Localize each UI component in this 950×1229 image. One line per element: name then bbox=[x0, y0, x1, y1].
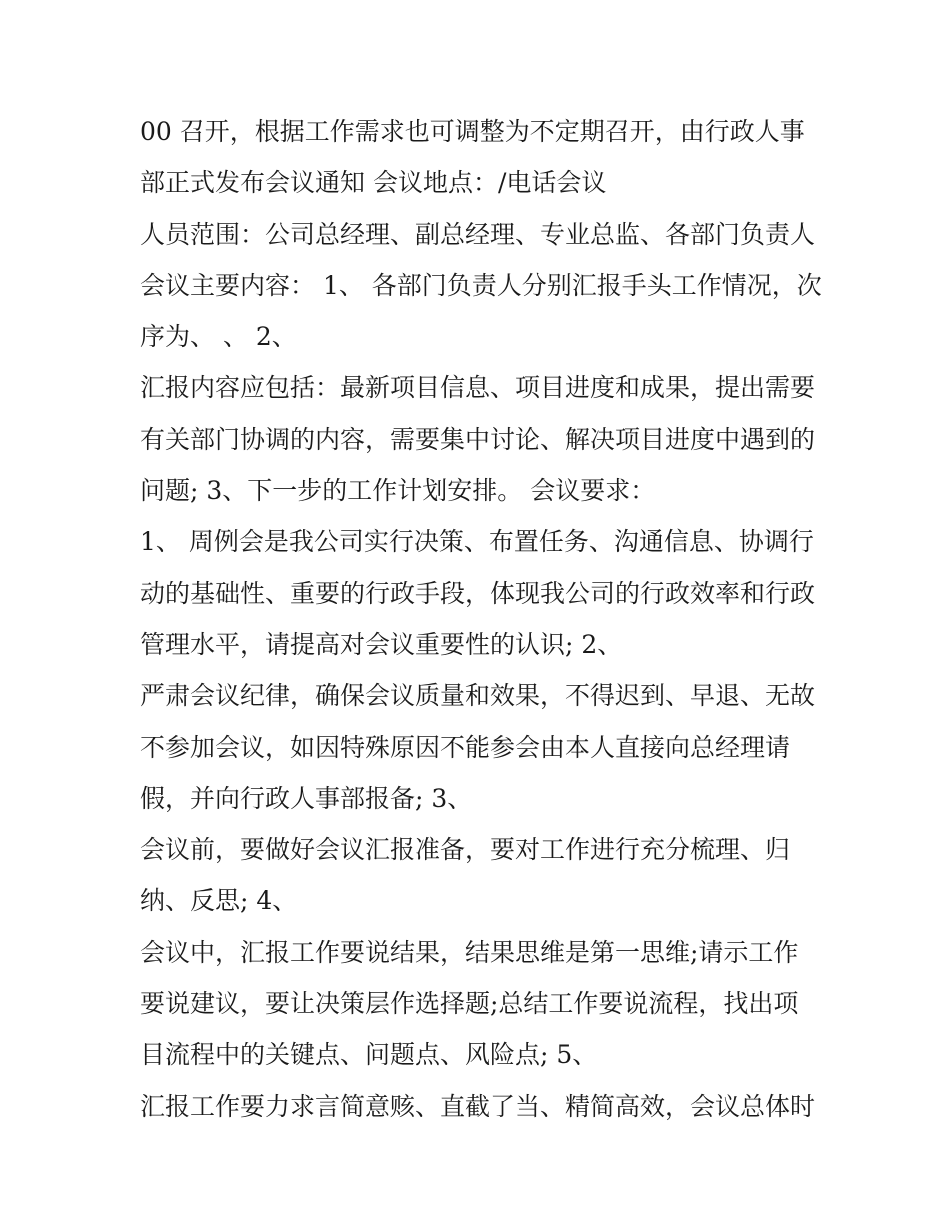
text-line: 有关部门协调的内容，需要集中讨论、解决项目进度中遇到的 bbox=[140, 424, 816, 454]
text-line: 要说建议，要让决策层作选择题;总结工作要说流程，找出项 bbox=[140, 989, 799, 1019]
text-line: 严肃会议纪律，确保会议质量和效果，不得迟到、早退、无故 bbox=[140, 681, 816, 711]
text-line: 汇报工作要力求言简意赅、直截了当、精简高效，会议总体时 bbox=[140, 1091, 816, 1121]
text-line: 会议主要内容： 1、 各部门负责人分别汇报手头工作情况，次 bbox=[140, 270, 822, 300]
text-line: 纳、反思; 4、 bbox=[140, 886, 298, 916]
text-line: 1、 周例会是我公司实行决策、布置任务、沟通信息、协调行 bbox=[140, 527, 814, 557]
text-line: 00 召开，根据工作需求也可调整为不定期召开，由行政人事 bbox=[140, 117, 805, 146]
text-line: 动的基础性、重要的行政手段，体现我公司的行政效率和行政 bbox=[140, 578, 816, 608]
text-line: 部正式发布会议通知 会议地点：/电话会议 bbox=[140, 168, 607, 198]
text-line: 问题; 3、下一步的工作计划安排。 会议要求： bbox=[140, 476, 656, 506]
text-line: 汇报内容应包括：最新项目信息、项目进度和成果，提出需要 bbox=[140, 373, 816, 403]
text-line: 会议前，要做好会议汇报准备，要对工作进行充分梳理、归 bbox=[140, 835, 791, 865]
text-line: 不参加会议，如因特殊原因不能参会由本人直接向总经理请 bbox=[140, 732, 791, 762]
text-line: 人员范围：公司总经理、副总经理、专业总监、各部门负责人 bbox=[140, 219, 816, 249]
text-line: 假，并向行政人事部报备; 3、 bbox=[140, 783, 473, 813]
text-line: 序为、 、 2、 bbox=[140, 322, 297, 352]
text-line: 管理水平，请提高对会议重要性的认识; 2、 bbox=[140, 629, 623, 659]
document-body bbox=[140, 106, 820, 1132]
text-line: 目流程中的关键点、问题点、风险点; 5、 bbox=[140, 1040, 598, 1070]
text-line: 会议中，汇报工作要说结果，结果思维是第一思维;请示工作 bbox=[140, 937, 799, 967]
